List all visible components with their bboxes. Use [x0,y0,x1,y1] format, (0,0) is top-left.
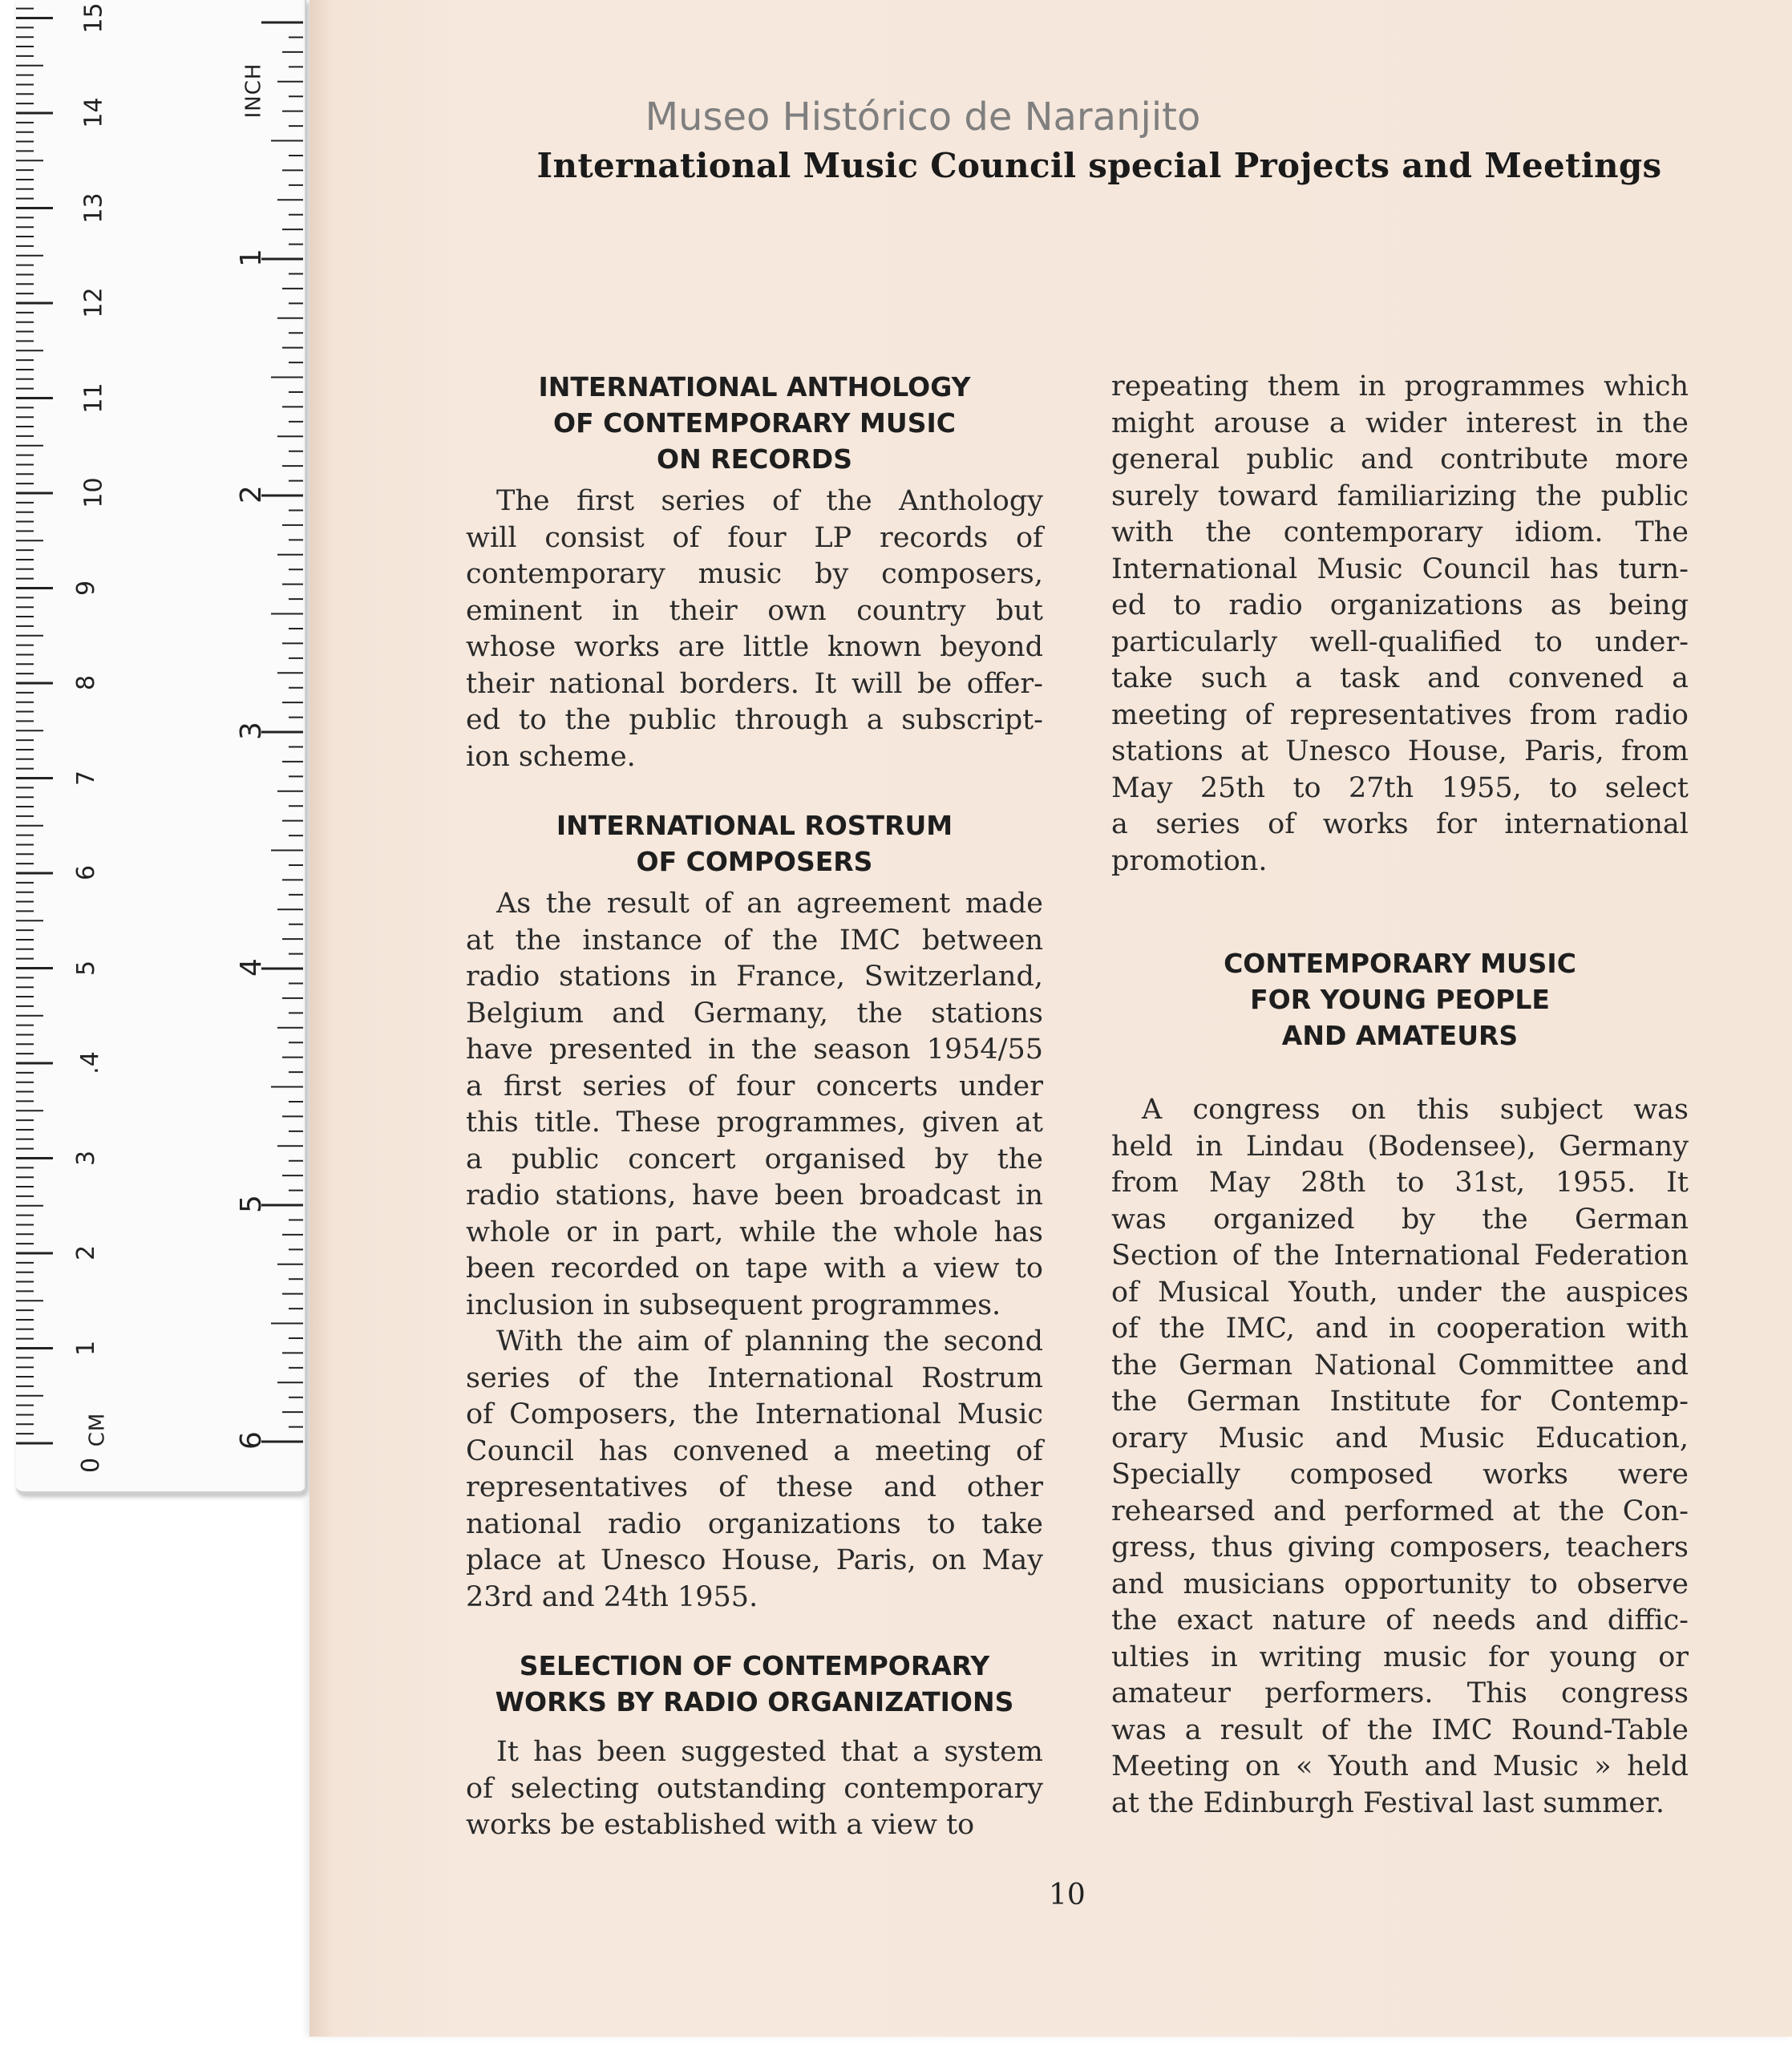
page-title: International Music Council special Projects and Meetings [536,146,1662,185]
ruler-cm-number: 9 [72,580,101,596]
paragraph-anthology [466,483,1043,775]
text-line: of Composers, the International Music [466,1398,1043,1430]
text-line: series of the International Rostrum [466,1361,1043,1394]
text-line: from May 28th to 31st, 1955. It [1111,1167,1689,1199]
text-line: might arouse a wider interest in the [1111,407,1689,439]
text-line: at the Edinburgh Festival last summer. [1111,1786,1665,1819]
watermark: Museo Histórico de Naranjito [645,95,1201,140]
text-line: the exact nature of needs and diffic- [1111,1604,1689,1636]
ruler-cm-number: 5 [72,960,101,976]
ruler-cm-number: 10 [79,477,108,508]
text-line: May 25th to 27th 1955, to select [1111,771,1689,804]
ruler [16,0,306,1495]
ruler-cm-number: 14 [79,97,108,128]
text-line: surely toward familiarizing the public [1111,479,1689,512]
ruler-cm-number: 3 [72,1150,101,1166]
text-line: Belgium and Germany, the stations [466,997,1043,1030]
right-column [1111,369,1689,1822]
text-line: a first series of four concerts under [466,1070,1043,1102]
text-line: contemporary music by composers, [466,558,1043,590]
text-line: of selecting outstanding contemporary [466,1772,1043,1805]
ruler-cm-number: 13 [79,192,108,224]
ruler-cm-number: 1 [72,1340,101,1356]
text-line: ed to the public through a subscript- [466,704,1043,736]
text-line: A congress on this subject was [1142,1094,1689,1126]
section-heading-selection: SELECTION OF CONTEMPORARY WORKS BY RADIO ORGANIZATIONS [495,1650,1014,1717]
text-line: works be established with a view to [466,1809,975,1841]
text-line: whose works are little known beyond [466,631,1043,663]
section-heading-young-people: CONTEMPORARY MUSIC FOR YOUNG PEOPLE AND AMATEURS [1224,948,1576,1051]
text-line: and musicians opportunity to observe [1111,1568,1689,1600]
text-line: the German Institute for Contemp- [1111,1386,1689,1418]
text-line: Specially composed works were [1111,1458,1689,1491]
text-line: held in Lindau (Bodensee), Germany [1111,1130,1689,1163]
text-line: radio stations, have been broadcast in [466,1179,1043,1212]
ruler-inch-number: 5 [234,1195,268,1213]
ruler-inch-number: 3 [234,722,268,740]
left-column [466,369,1043,1844]
text-line: radio stations in France, Switzerland, [466,961,1043,993]
ruler-cm-number: 15 [79,2,108,34]
text-line: was a result of the IMC Round-Table [1111,1713,1689,1746]
text-line: meeting of representatives from radio [1111,698,1689,731]
text-line: a series of works for international [1111,808,1689,840]
ruler-cm-number: 2 [72,1244,101,1261]
paragraph-selection-start [466,1734,1043,1844]
text-line: gress, thus giving composers, teachers [1111,1531,1689,1564]
text-line: of Musical Youth, under the auspices [1111,1276,1689,1309]
paragraph-young-people [1111,1092,1689,1822]
ruler-cm-number: .4 [75,1051,104,1074]
text-line: at the instance of the IMC between [466,924,1043,957]
text-line: the German National Committee and [1111,1349,1689,1382]
text-line: promotion. [1111,844,1268,877]
text-line: repeating them in programmes which [1111,370,1689,403]
text-line: general public and contribute more [1111,443,1689,475]
ruler-inch-unit: INCH [241,63,266,119]
ruler-ticks [16,0,305,1491]
ruler-inch-number: 1 [234,249,268,267]
ruler-inch-number: 2 [234,485,268,504]
text-line: place at Unesco House, Paris, on May [466,1544,1043,1576]
text-line: rehearsed and performed at the Con- [1111,1495,1689,1527]
ruler-cm-unit: CM [85,1412,110,1447]
text-line: particularly well-qualified to under- [1111,625,1689,658]
text-line: Council has convened a meeting of [466,1434,1043,1467]
text-line: amateur performers. This congress [1111,1677,1689,1709]
text-line: Meeting on « Youth and Music » held [1111,1750,1689,1782]
text-line: International Music Council has turn- [1111,552,1689,585]
text-line: inclusion in subsequent programmes. [466,1288,1001,1321]
text-line: stations at Unesco House, Paris, from [1111,735,1689,767]
booklet-page [309,0,1792,2037]
ruler-inch-number: 4 [234,958,268,977]
text-line: of the IMC, and in cooperation with [1111,1313,1689,1345]
ruler-cm-number: 12 [79,287,108,318]
text-line: a public concert organised by the [466,1143,1043,1175]
section-heading-anthology: INTERNATIONAL ANTHOLOGY OF CONTEMPORARY MUSIC ON RECORDS [538,371,971,475]
text-line: representatives of these and other [466,1471,1043,1503]
text-line: ed to radio organizations as being [1111,589,1689,621]
text-line: With the aim of planning the second [496,1325,1043,1357]
text-line: been recorded on tape with a view to [466,1252,1043,1284]
text-line: with the contemporary idiom. The [1111,516,1689,548]
text-line: orary Music and Music Education, [1111,1422,1689,1454]
text-line: Section of the International Federation [1111,1240,1689,1272]
paragraph-rostrum [466,886,1043,1616]
text-line: eminent in their own country but [466,594,1043,627]
text-line: this title. These programmes, given at [466,1106,1043,1139]
text-line: was organized by the German [1111,1203,1689,1236]
ruler-cm-number: 0 [77,1457,106,1474]
text-line: 23rd and 24th 1955. [466,1580,758,1613]
text-line: national radio organizations to take [466,1507,1043,1540]
text-line: It has been suggested that a system [496,1736,1043,1768]
paragraph-selection-continued [1111,369,1689,880]
ruler-inch-number: 6 [234,1431,268,1450]
ruler-cm-number: 7 [72,770,101,786]
text-line: As the result of an agreement made [496,888,1043,920]
text-line: will consist of four LP records of [466,521,1043,554]
ruler-cm-number: 6 [72,864,101,881]
section-heading-rostrum: INTERNATIONAL ROSTRUM OF COMPOSERS [556,810,953,877]
text-line: their national borders. It will be offer- [466,667,1043,700]
text-line: have presented in the season 1954/55 [466,1034,1043,1066]
page-number: 10 [1049,1879,1086,1911]
ruler-cm-number: 11 [79,382,108,414]
text-line: ulties in writing music for young or [1111,1640,1689,1673]
text-line: The first series of the Anthology [496,485,1043,517]
text-line: whole or in part, while the whole has [466,1216,1043,1248]
text-line: ion scheme. [466,740,636,773]
ruler-cm-number: 8 [72,674,101,691]
text-line: take such a task and convened a [1111,662,1689,694]
